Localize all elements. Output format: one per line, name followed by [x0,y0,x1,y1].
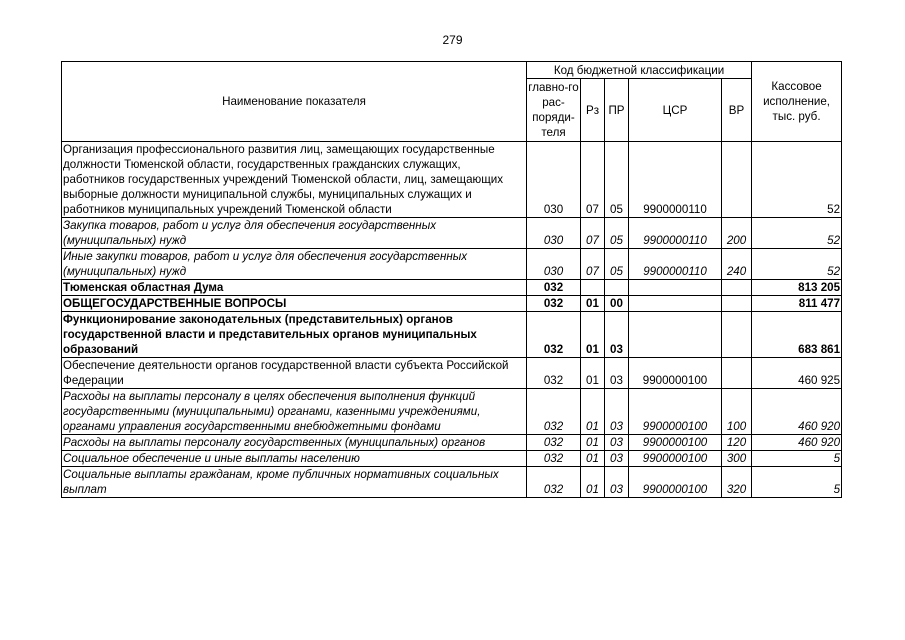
header-csr: ЦСР [629,79,722,142]
row-csr-code [629,312,722,358]
row-total: 52 [752,249,842,280]
page-number: 279 [442,33,463,47]
row-csr-code: 9900000100 [629,467,722,498]
row-glav-code: 032 [527,435,581,451]
table-row [62,218,842,249]
table-row [62,389,842,435]
row-vr-code [722,142,752,218]
header-name: Наименование показателя [62,62,527,142]
header-vr: ВР [722,79,752,142]
row-vr-code [722,312,752,358]
row-csr-code: 9900000100 [629,451,722,467]
row-name: Закупка товаров, работ и услуг для обеспечения государственных (муниципальных) нужд [62,218,527,249]
table-row [62,312,842,358]
row-name: Обеспечение деятельности органов государственной власти субъекта Российской Федерации [62,358,527,389]
row-csr-code: 9900000100 [629,435,722,451]
table-row [62,249,842,280]
table-row [62,451,842,467]
table-row [62,280,842,296]
row-glav-code: 032 [527,389,581,435]
header-glav: главно-го рас-поряди-теля [527,79,581,142]
row-csr-code [629,296,722,312]
row-glav-code: 030 [527,142,581,218]
row-rz-code: 01 [581,451,605,467]
row-vr-code [722,358,752,389]
row-total: 460 925 [752,358,842,389]
row-glav-code: 032 [527,296,581,312]
row-rz-code: 01 [581,358,605,389]
row-csr-code: 9900000110 [629,142,722,218]
row-pr-code: 00 [605,296,629,312]
header-pr: ПР [605,79,629,142]
table-row [62,358,842,389]
row-total: 813 205 [752,280,842,296]
header-rz: Рз [581,79,605,142]
row-rz-code [581,280,605,296]
row-pr-code [605,280,629,296]
row-name: Расходы на выплаты персоналу в целях обеспечения выполнения функций государственными (муниципальными) органами, казенными учреждениями, органами управления государственными внебюджетными фондами [62,389,527,435]
row-vr-code: 120 [722,435,752,451]
row-glav-code: 030 [527,218,581,249]
row-vr-code: 200 [722,218,752,249]
row-rz-code: 07 [581,218,605,249]
row-pr-code: 05 [605,249,629,280]
row-name: Иные закупки товаров, работ и услуг для обеспечения государственных (муниципальных) нужд [62,249,527,280]
row-csr-code [629,280,722,296]
row-pr-code: 03 [605,389,629,435]
row-glav-code: 032 [527,280,581,296]
row-csr-code: 9900000100 [629,389,722,435]
table-row [62,142,842,218]
row-pr-code: 03 [605,467,629,498]
row-total: 460 920 [752,435,842,451]
row-rz-code: 07 [581,142,605,218]
row-name: Социальное обеспечение и иные выплаты населению [62,451,527,467]
row-total: 811 477 [752,296,842,312]
row-pr-code: 03 [605,435,629,451]
row-name: Расходы на выплаты персоналу государственных (муниципальных) органов [62,435,527,451]
row-total: 5 [752,467,842,498]
row-pr-code: 05 [605,142,629,218]
row-vr-code [722,280,752,296]
row-pr-code: 03 [605,358,629,389]
row-pr-code: 05 [605,218,629,249]
row-rz-code: 07 [581,249,605,280]
row-vr-code: 300 [722,451,752,467]
row-vr-code: 320 [722,467,752,498]
table-body [62,142,842,498]
row-rz-code: 01 [581,389,605,435]
row-vr-code: 100 [722,389,752,435]
row-rz-code: 01 [581,435,605,451]
budget-table [61,61,842,498]
row-vr-code: 240 [722,249,752,280]
header-total: Кассовое исполнение, тыс. руб. [752,62,842,142]
row-vr-code [722,296,752,312]
row-total: 5 [752,451,842,467]
row-rz-code: 01 [581,296,605,312]
row-name: Тюменская областная Дума [62,280,527,296]
table-row [62,467,842,498]
row-csr-code: 9900000110 [629,218,722,249]
row-pr-code: 03 [605,312,629,358]
row-name: Функционирование законодательных (представительных) органов государственной власти и представительных органов муниципальных образований [62,312,527,358]
row-name: Организация профессионального развития лиц, замещающих государственные должности Тюменской области, государственных гражданских служащих, работников государственных учреждений Тюменской области, лиц, замещающих выборные должности муниципальной службы, муниципальных служащих и работников муниципальных учреждений Тюменской области [62,142,527,218]
row-total: 460 920 [752,389,842,435]
row-total: 683 861 [752,312,842,358]
row-name: ОБЩЕГОСУДАРСТВЕННЫЕ ВОПРОСЫ [62,296,527,312]
row-total: 52 [752,142,842,218]
row-csr-code: 9900000110 [629,249,722,280]
row-glav-code: 032 [527,467,581,498]
row-glav-code: 032 [527,451,581,467]
header-code-group: Код бюджетной классификации [527,62,752,79]
row-glav-code: 030 [527,249,581,280]
row-name: Социальные выплаты гражданам, кроме публичных нормативных социальных выплат [62,467,527,498]
row-rz-code: 01 [581,467,605,498]
row-glav-code: 032 [527,358,581,389]
table-row [62,435,842,451]
row-glav-code: 032 [527,312,581,358]
table-row [62,296,842,312]
row-pr-code: 03 [605,451,629,467]
row-csr-code: 9900000100 [629,358,722,389]
row-rz-code: 01 [581,312,605,358]
row-total: 52 [752,218,842,249]
